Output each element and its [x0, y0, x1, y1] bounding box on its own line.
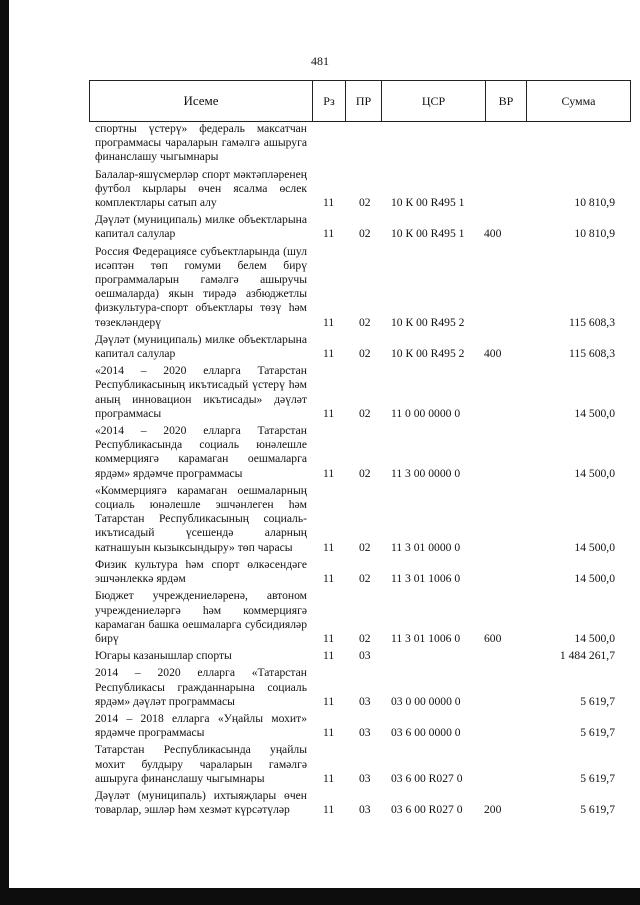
table-row [95, 712, 615, 740]
cell-name: Бюджет учреждениеләренә, автоном учреждениеләргә һәм коммерциягә карамаган башка оешмаларга субсидияләр бирү [95, 589, 307, 645]
cell-pr: 02 [359, 315, 371, 329]
cell-sum: 5 619,7 [580, 726, 615, 740]
cell-sum: 10 810,9 [574, 196, 615, 210]
table-row [95, 168, 615, 211]
cell-name: Балалар-яшүсмерләр спорт мәктәпләренең футбол кырлары өчен ясалма өслек комплектлары сатып алу [95, 167, 307, 210]
table-row [95, 649, 615, 663]
cell-csr: 10 К 00 R495 1 [391, 227, 465, 241]
cell-vr: 400 [484, 227, 502, 241]
header-vr: ВР [486, 81, 527, 122]
cell-csr: 03 6 00 R027 0 [391, 771, 463, 785]
cell-rz: 11 [323, 572, 335, 586]
cell-vr: 200 [484, 803, 502, 817]
cell-name: Дәүләт (муниципаль) ихтыяҗлары өчен товарлар, эшләр һәм хезмәт күрсәтүләр [95, 788, 307, 817]
cell-csr: 11 0 00 0000 0 [391, 406, 461, 420]
table-row [95, 484, 615, 555]
cell-sum: 115 608,3 [569, 315, 615, 329]
cell-pr: 02 [359, 196, 371, 210]
cell-name: 2014 – 2020 елларга «Татарстан Республикасы гражданнарына социаль ярдәм» дәүләт программасы [95, 666, 307, 708]
cell-rz: 11 [323, 540, 335, 554]
cell-csr: 11 3 01 1006 0 [391, 631, 461, 645]
cell-name: Дәүләт (муниципаль) милке объектларына капитал салулар [95, 332, 307, 361]
cell-rz: 11 [323, 347, 335, 361]
cell-sum: 1 484 261,7 [559, 649, 615, 663]
cell-pr: 03 [359, 726, 371, 740]
cell-sum: 14 500,0 [574, 466, 615, 480]
cell-pr: 02 [359, 631, 371, 645]
cell-sum: 115 608,3 [569, 347, 615, 361]
table-row [95, 558, 615, 586]
cell-name: Татарстан Республикасында уңайлы мохит булдыру чараларын гамәлгә ашыруга финанслашу чыгымнары [95, 743, 307, 785]
cell-sum: 5 619,7 [580, 694, 615, 708]
cell-rz: 11 [323, 694, 335, 708]
cell-name: «2014 – 2020 елларга Татарстан Республикасының икътисадый үстерү һәм аның инновацион икътисады» дәүләт программасы [95, 364, 307, 420]
cell-pr: 03 [359, 649, 371, 663]
scan-left-edge [0, 0, 9, 905]
table-row [95, 213, 615, 241]
cell-rz: 11 [323, 227, 335, 241]
cell-sum: 14 500,0 [574, 540, 615, 554]
cell-csr: 10 К 00 R495 2 [391, 315, 465, 329]
cell-sum: 5 619,7 [580, 803, 615, 817]
cell-rz: 11 [323, 406, 335, 420]
cell-pr: 02 [359, 466, 371, 480]
cell-name: «Коммерциягә карамаган оешмаларның социаль юнәлешле эшчәнлеген һәм Татарстан Республикасының социаль-икътисадый үсешендә аларның катнашуын кызыксындыру» төп чарасы [95, 483, 307, 554]
header-rz: Рз [313, 81, 346, 122]
cell-sum: 5 619,7 [580, 771, 615, 785]
table-row [95, 743, 615, 786]
cell-name: «2014 – 2020 елларга Татарстан Республикасында социаль юнәлешле коммерциягә карамаган оешмаларга ярдәм» ярдәмче программасы [95, 424, 307, 480]
cell-pr: 02 [359, 540, 371, 554]
cell-rz: 11 [323, 771, 335, 785]
cell-name: Россия Федерациясе субъектларында (шул исәптән төп гомуми белем бирү программаларын гамәлгә ашыручы оешмаларда) якын тирәдә азбюджетлы физкультура-спорт объектлары төзү һәм төзекләндерү [95, 244, 307, 329]
cell-csr: 10 К 00 R495 1 [391, 196, 465, 210]
cell-name: Физик культура һәм спорт өлкәсендәге эшчәнлеккә ярдәм [95, 557, 307, 586]
cell-pr: 02 [359, 347, 371, 361]
cell-name: спортны үстерү» федераль максатчан программасы чараларын гамәлгә ашыруга финанслашу чыгымнары [95, 122, 307, 164]
cell-csr: 11 3 00 0000 0 [391, 466, 461, 480]
cell-vr: 600 [484, 631, 502, 645]
header-csr: ЦСР [382, 81, 486, 122]
cell-rz: 11 [323, 196, 335, 210]
cell-sum: 14 500,0 [574, 406, 615, 420]
table-row [95, 245, 615, 330]
table-row [95, 333, 615, 361]
cell-pr: 03 [359, 694, 371, 708]
table-header [89, 80, 631, 122]
header-sum: Сумма [527, 81, 631, 122]
cell-pr: 03 [359, 803, 371, 817]
cell-pr: 02 [359, 572, 371, 586]
cell-csr: 10 К 00 R495 2 [391, 347, 465, 361]
cell-rz: 11 [323, 315, 335, 329]
cell-name: Дәүләт (муниципаль) милке объектларына капитал салулар [95, 213, 307, 241]
cell-vr: 400 [484, 347, 502, 361]
budget-table-body [95, 122, 615, 820]
cell-pr: 02 [359, 227, 371, 241]
cell-csr: 11 3 01 1006 0 [391, 572, 461, 586]
cell-pr: 02 [359, 406, 371, 420]
cell-rz: 11 [323, 466, 335, 480]
cell-rz: 11 [323, 649, 335, 663]
cell-pr: 03 [359, 771, 371, 785]
cell-csr: 11 3 01 0000 0 [391, 540, 461, 554]
table-row [95, 589, 615, 646]
cell-sum: 10 810,9 [574, 227, 615, 241]
table-row [95, 789, 615, 817]
cell-name: 2014 – 2018 елларга «Уңайлы мохит» ярдәмче программасы [95, 711, 307, 740]
table-row [95, 122, 615, 165]
header-pr: ПР [346, 81, 382, 122]
table-row [95, 364, 615, 421]
cell-csr: 03 0 00 0000 0 [391, 694, 461, 708]
cell-name: Югары казанышлар спорты [95, 649, 232, 663]
scan-bottom-edge [0, 888, 640, 905]
cell-csr: 03 6 00 R027 0 [391, 803, 463, 817]
table-row [95, 424, 615, 481]
table-row [95, 666, 615, 709]
cell-csr: 03 6 00 0000 0 [391, 726, 461, 740]
header-name: Исеме [90, 81, 313, 122]
cell-sum: 14 500,0 [574, 631, 615, 645]
cell-sum: 14 500,0 [574, 572, 615, 586]
cell-rz: 11 [323, 631, 335, 645]
page-number: 481 [311, 54, 329, 68]
cell-rz: 11 [323, 803, 335, 817]
cell-rz: 11 [323, 726, 335, 740]
